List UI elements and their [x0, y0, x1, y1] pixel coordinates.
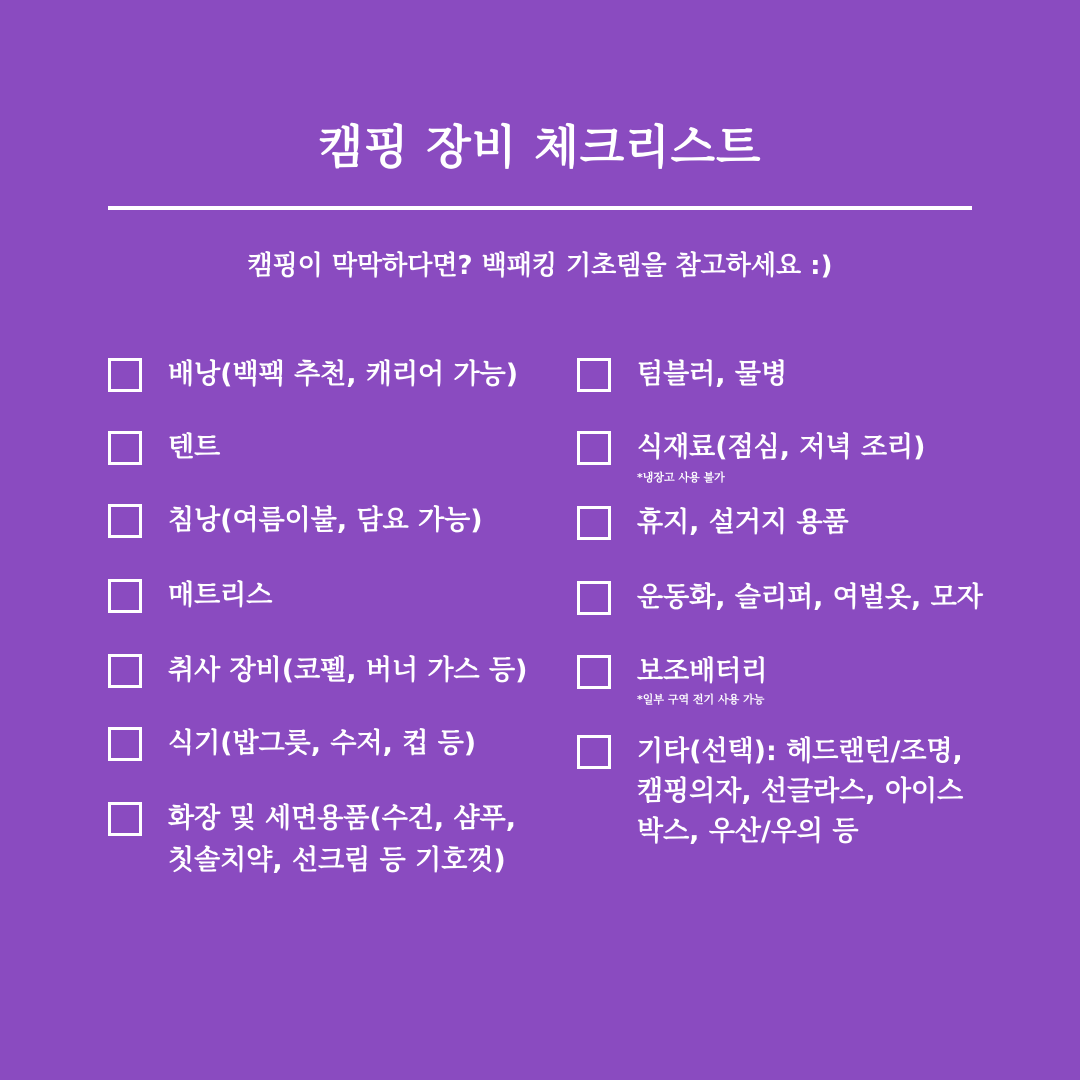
page-subtitle: 캠핑이 막막하다면? 백패킹 기초템을 참고하세요 :)	[247, 251, 833, 281]
item-note: *냉장고 사용 불가	[637, 471, 725, 484]
checkbox[interactable]	[577, 506, 611, 540]
checkbox[interactable]	[577, 581, 611, 615]
item-label: 배낭(백팩 추천, 캐리어 가능)	[168, 359, 519, 390]
checkbox[interactable]	[108, 358, 142, 392]
page-title: 캠핑 장비 체크리스트	[318, 120, 762, 174]
item-label: 매트리스	[168, 580, 273, 611]
checkbox[interactable]	[577, 431, 611, 465]
checkbox[interactable]	[108, 431, 142, 465]
checkbox[interactable]	[577, 358, 611, 392]
item-label: 휴지, 설거지 용품	[637, 507, 849, 538]
item-label-line-1: 화장 및 세면용품(수건, 샴푸,	[168, 803, 516, 834]
checkbox[interactable]	[108, 654, 142, 688]
item-label: 보조배터리	[637, 656, 768, 687]
item-label-line-1: 기타(선택): 헤드랜턴/조명,	[637, 736, 963, 767]
checkbox[interactable]	[108, 579, 142, 613]
checkbox[interactable]	[577, 655, 611, 689]
item-note: *일부 구역 전기 사용 가능	[637, 693, 765, 706]
checkbox[interactable]	[577, 735, 611, 769]
item-label-line-3: 박스, 우산/우의 등	[637, 816, 859, 847]
item-label: 텐트	[168, 432, 221, 463]
checkbox[interactable]	[108, 802, 142, 836]
title-divider	[108, 206, 972, 210]
item-label: 침낭(여름이불, 담요 가능)	[168, 505, 483, 536]
item-label: 취사 장비(코펠, 버너 가스 등)	[168, 655, 528, 686]
item-label: 식재료(점심, 저녁 조리)	[637, 432, 926, 463]
item-label-line-2: 캠핑의자, 선글라스, 아이스	[637, 776, 964, 807]
checkbox[interactable]	[108, 727, 142, 761]
checkbox[interactable]	[108, 504, 142, 538]
item-label: 식기(밥그릇, 수저, 컵 등)	[168, 728, 477, 759]
item-label: 운동화, 슬리퍼, 여벌옷, 모자	[637, 582, 983, 613]
item-label: 텀블러, 물병	[637, 359, 788, 390]
item-label-line-2: 칫솔치약, 선크림 등 기호껏)	[168, 845, 506, 876]
